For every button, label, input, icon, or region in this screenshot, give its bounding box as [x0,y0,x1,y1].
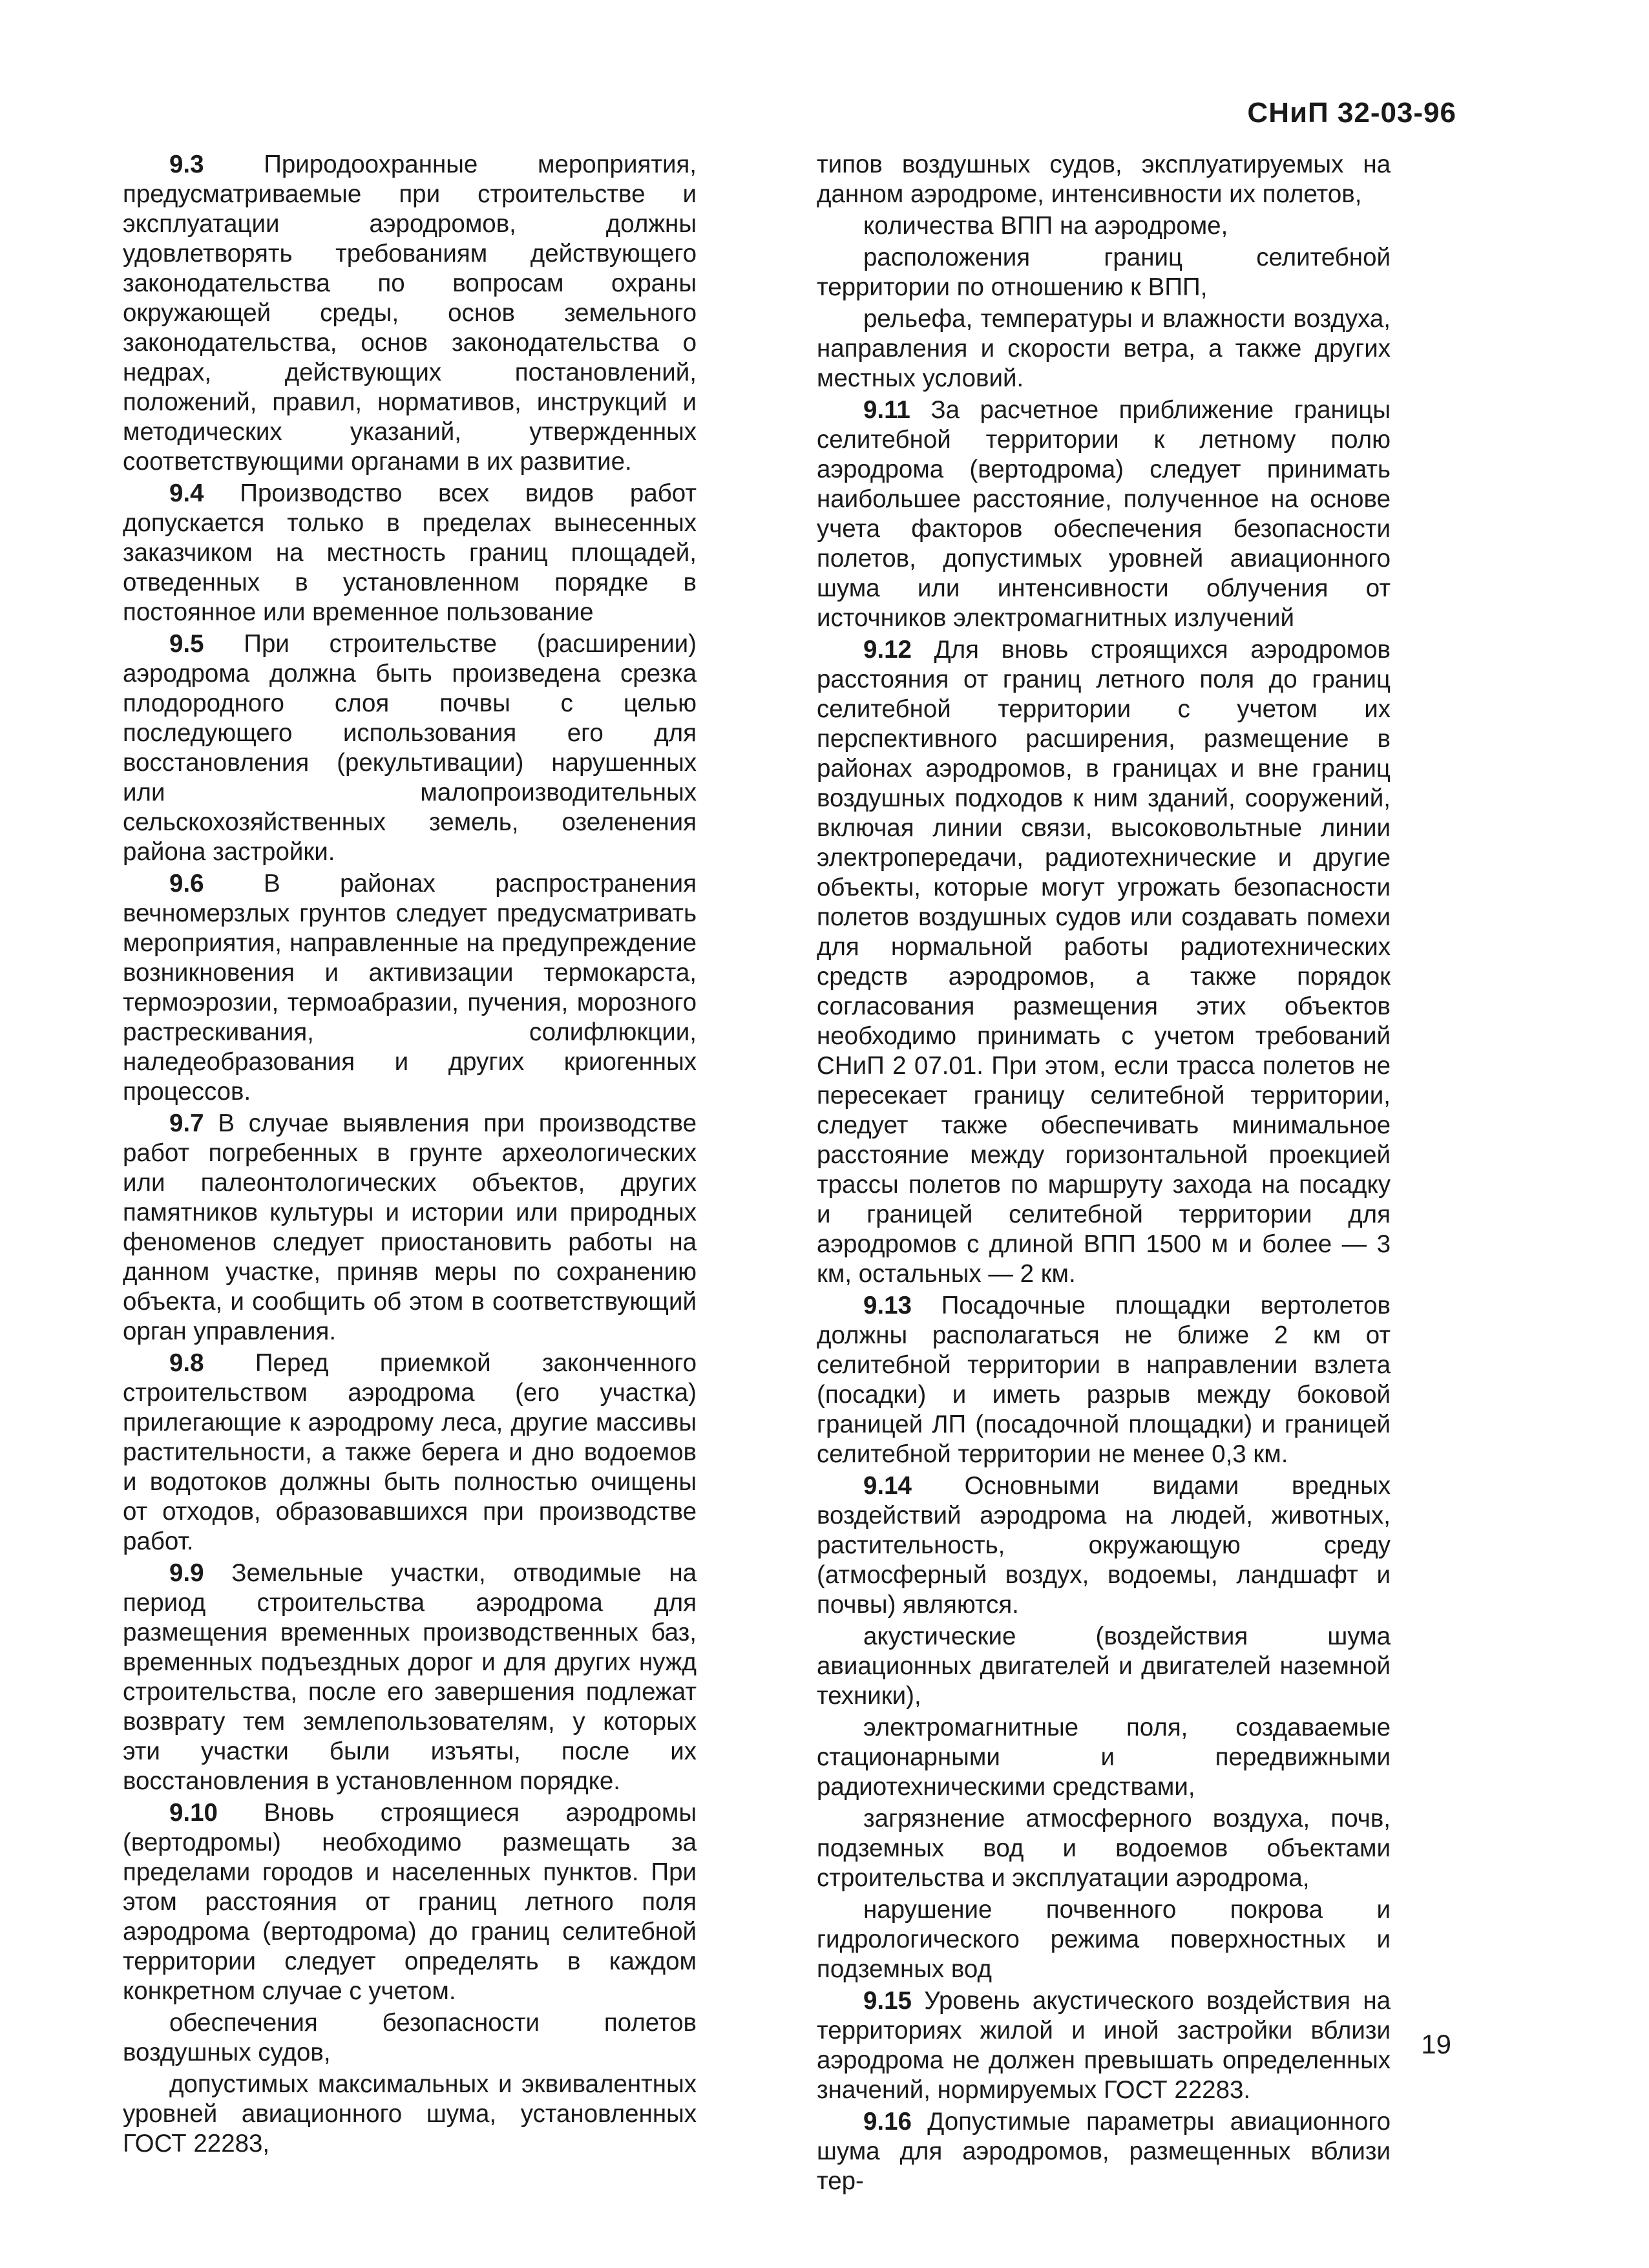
list-item-text: типов воздушных судов, эксплуатируемых на данном аэродроме, интенсивности их полетов, [817,151,1391,208]
continued-paragraph [817,150,1391,209]
clause-text: В случае выявления при производстве работ погребенных в грунте археологических или палеонтологических объектов, других памятников культуры и истории или природных феноменов следует приостановить работы на данном участке, приняв меры по сохранению объекта, и сообщить об этом в соответствующий орган управления. [123,1109,697,1345]
clause-paragraph [123,1349,697,1557]
clause-text: В районах распространения вечномерзлых грунтов следует предусматривать мероприятия, направленные на предупреждение возникновения и активизации термокарста, термоэрозии, термоабразии, пучения, морозного растрескивания, солифлюкции, наледеобразования и других криогенных процессов. [123,870,697,1106]
clause-text: Посадочные площадки вертолетов должны располагаться не ближе 2 км от селитебной территории в направлении взлета (посадки) и иметь разрыв между боковой границей ЛП (посадочной площадки) и границей селитебной территории не менее 0,3 км. [817,1292,1391,1468]
clause-paragraph [123,1559,697,1796]
clause-number: 9.5 [169,630,204,658]
clause-paragraph [817,395,1391,633]
list-item-paragraph [817,1895,1391,1984]
list-item-paragraph [817,1713,1391,1802]
clause-text: Уровень акустического воздействия на территориях жилой и иной застройки вблизи аэродрома не должен превышать определенных значений, нормируемых ГОСТ 22283. [817,1987,1391,2104]
clause-text: Производство всех видов работ допускается только в пределах вынесенных заказчиком на местность границ площадей, отведенных в установленном порядке в постоянное или временное пользование [123,479,697,626]
clause-paragraph [123,150,697,477]
clause-number: 9.14 [863,1472,912,1500]
clause-paragraph [123,629,697,867]
clause-paragraph [817,1986,1391,2105]
list-item-text: допустимых максимальных и эквивалентных уровней авиационного шума, установленных ГОСТ 22283, [123,2070,697,2158]
clause-number: 9.13 [863,1292,912,1319]
clause-text: Перед приемкой законченного строительством аэродрома (его участка) прилегающие к аэродрому леса, другие массивы растительности, а также берега и дно водоемов и водотоков должны быть полностью очищены от отходов, образовавшихся при производстве работ. [123,1349,697,1555]
clause-number: 9.3 [169,151,204,178]
clause-number: 9.11 [863,396,910,424]
left-column [123,150,697,2161]
list-item-paragraph [123,2008,697,2068]
clause-number: 9.16 [863,2108,912,2136]
list-item-paragraph [817,304,1391,394]
clause-text: Основными видами вредных воздействий аэродрома на людей, животных, растительность, окружающую среду (атмосферный воздух, водоемы, ландшафт и почвы) являются. [817,1472,1391,1619]
clause-text: Природоохранные мероприятия, предусматриваемые при строительстве и эксплуатации аэродромов, должны удовлетворять требованиям действующего законодательства по вопросам охраны окружающей среды, основ земельного законодательства, основ законодательства о недрах, действующих постановлений, положений, правил, нормативов, инструкций и методических указаний, утвержденных соответствующими органами в их развитие. [123,151,697,476]
list-item-paragraph [817,243,1391,302]
clause-paragraph [817,1291,1391,1469]
clause-text: Для вновь строящихся аэродромов расстояния от границ летного поля до границ селитебной территории с учетом их перспективного расширения, размещение в районах аэродромов, в границах и вне границ воздушных подходов к ним зданий, сооружений, включая линии связи, высоковольтные линии электропередачи, радиотехнические и другие объекты, которые могут угрожать безопасности полетов воздушных судов или создавать помехи для нормальной работы радиотехнических средств аэродромов, а также порядок согласования размещения этих объектов необходимо принимать с учетом требований СНиП 2 07.01. При этом, если трасса полетов не пересекает границу селитебной территории, следует также обеспечивать минимальное расстояние между горизонтальной проекцией трассы полетов по маршруту захода на посадку и границей селитебной территории для аэродромов с длиной ВПП 1500 м и более — 3 км, остальных — 2 км. [817,636,1391,1288]
document-code-header: СНиП 32-03-96 [1247,97,1456,129]
clause-text: Допустимые параметры авиационного шума для аэродромов, размещенных вблизи тер- [817,2108,1391,2195]
page-number: 19 [1421,2029,1451,2059]
list-item-paragraph [817,211,1391,241]
clause-number: 9.7 [169,1109,204,1137]
list-item-text: электромагнитные поля, создаваемые стационарными и передвижными радиотехническими средствами, [817,1714,1391,1801]
list-item-text: акустические (воздействия шума авиационных двигателей и двигателей наземной техники), [817,1622,1391,1710]
clause-text: Вновь строящиеся аэродромы (вертодромы) необходимо размещать за пределами городов и населенных пунктов. При этом расстояния от границ летного поля аэродрома (вертодрома) до границ селитебной территории следует определять в каждом конкретном случае с учетом. [123,1799,697,2005]
clause-paragraph [817,635,1391,1289]
list-item-text: расположения границ селитебной территории по отношению к ВПП, [817,244,1391,301]
list-item-paragraph [123,2070,697,2159]
clause-paragraph [817,1471,1391,1620]
clause-paragraph [123,1798,697,2006]
clause-number: 9.8 [169,1349,204,1377]
list-item-paragraph [817,1622,1391,1711]
list-item-text: загрязнение атмосферного воздуха, почв, подземных вод и водоемов объектами строительства и эксплуатации аэродрома, [817,1805,1391,1892]
list-item-text: количества ВПП на аэродроме, [863,212,1228,240]
clause-text: Земельные участки, отводимые на период строительства аэродрома для размещения временных производственных баз, временных подъездных дорог и для других нужд строительства, после его завершения подлежат возврату тем землепользователям, у которых эти участки были изъяты, после их восстановления в установленном порядке. [123,1559,697,1795]
clause-number: 9.12 [863,636,912,664]
list-item-text: нарушение почвенного покрова и гидрологического режима поверхностных и подземных вод [817,1896,1391,1983]
clause-paragraph [123,1109,697,1347]
right-column [817,150,1391,2198]
clause-number: 9.6 [169,870,204,898]
clause-text: При строительстве (расширении) аэродрома должна быть произведена срезка плодородного слоя почвы с целью последующего использования его для восстановления (рекультивации) нарушенных или малопроизводительных сельскохозяйственных земель, озеленения района застройки. [123,630,697,866]
list-item-text: обеспечения безопасности полетов воздушных судов, [123,2009,697,2066]
list-item-paragraph [817,1804,1391,1893]
clause-text: За расчетное приближение границы селитебной территории к летному полю аэродрома (вертодрома) следует принимать наибольшее расстояние, полученное на основе учета факторов обеспечения безопасности полетов, допустимых уровней авиационного шума или интенсивности облучения от источников электромагнитных излучений [817,396,1391,632]
list-item-text: рельефа, температуры и влажности воздуха, направления и скорости ветра, а также других местных условий. [817,305,1391,392]
clause-number: 9.4 [169,479,204,507]
clause-number: 9.15 [863,1987,912,2015]
clause-paragraph [123,869,697,1107]
clause-paragraph [817,2107,1391,2196]
clause-paragraph [123,479,697,627]
clause-number: 9.10 [169,1799,218,1827]
clause-number: 9.9 [169,1559,204,1587]
